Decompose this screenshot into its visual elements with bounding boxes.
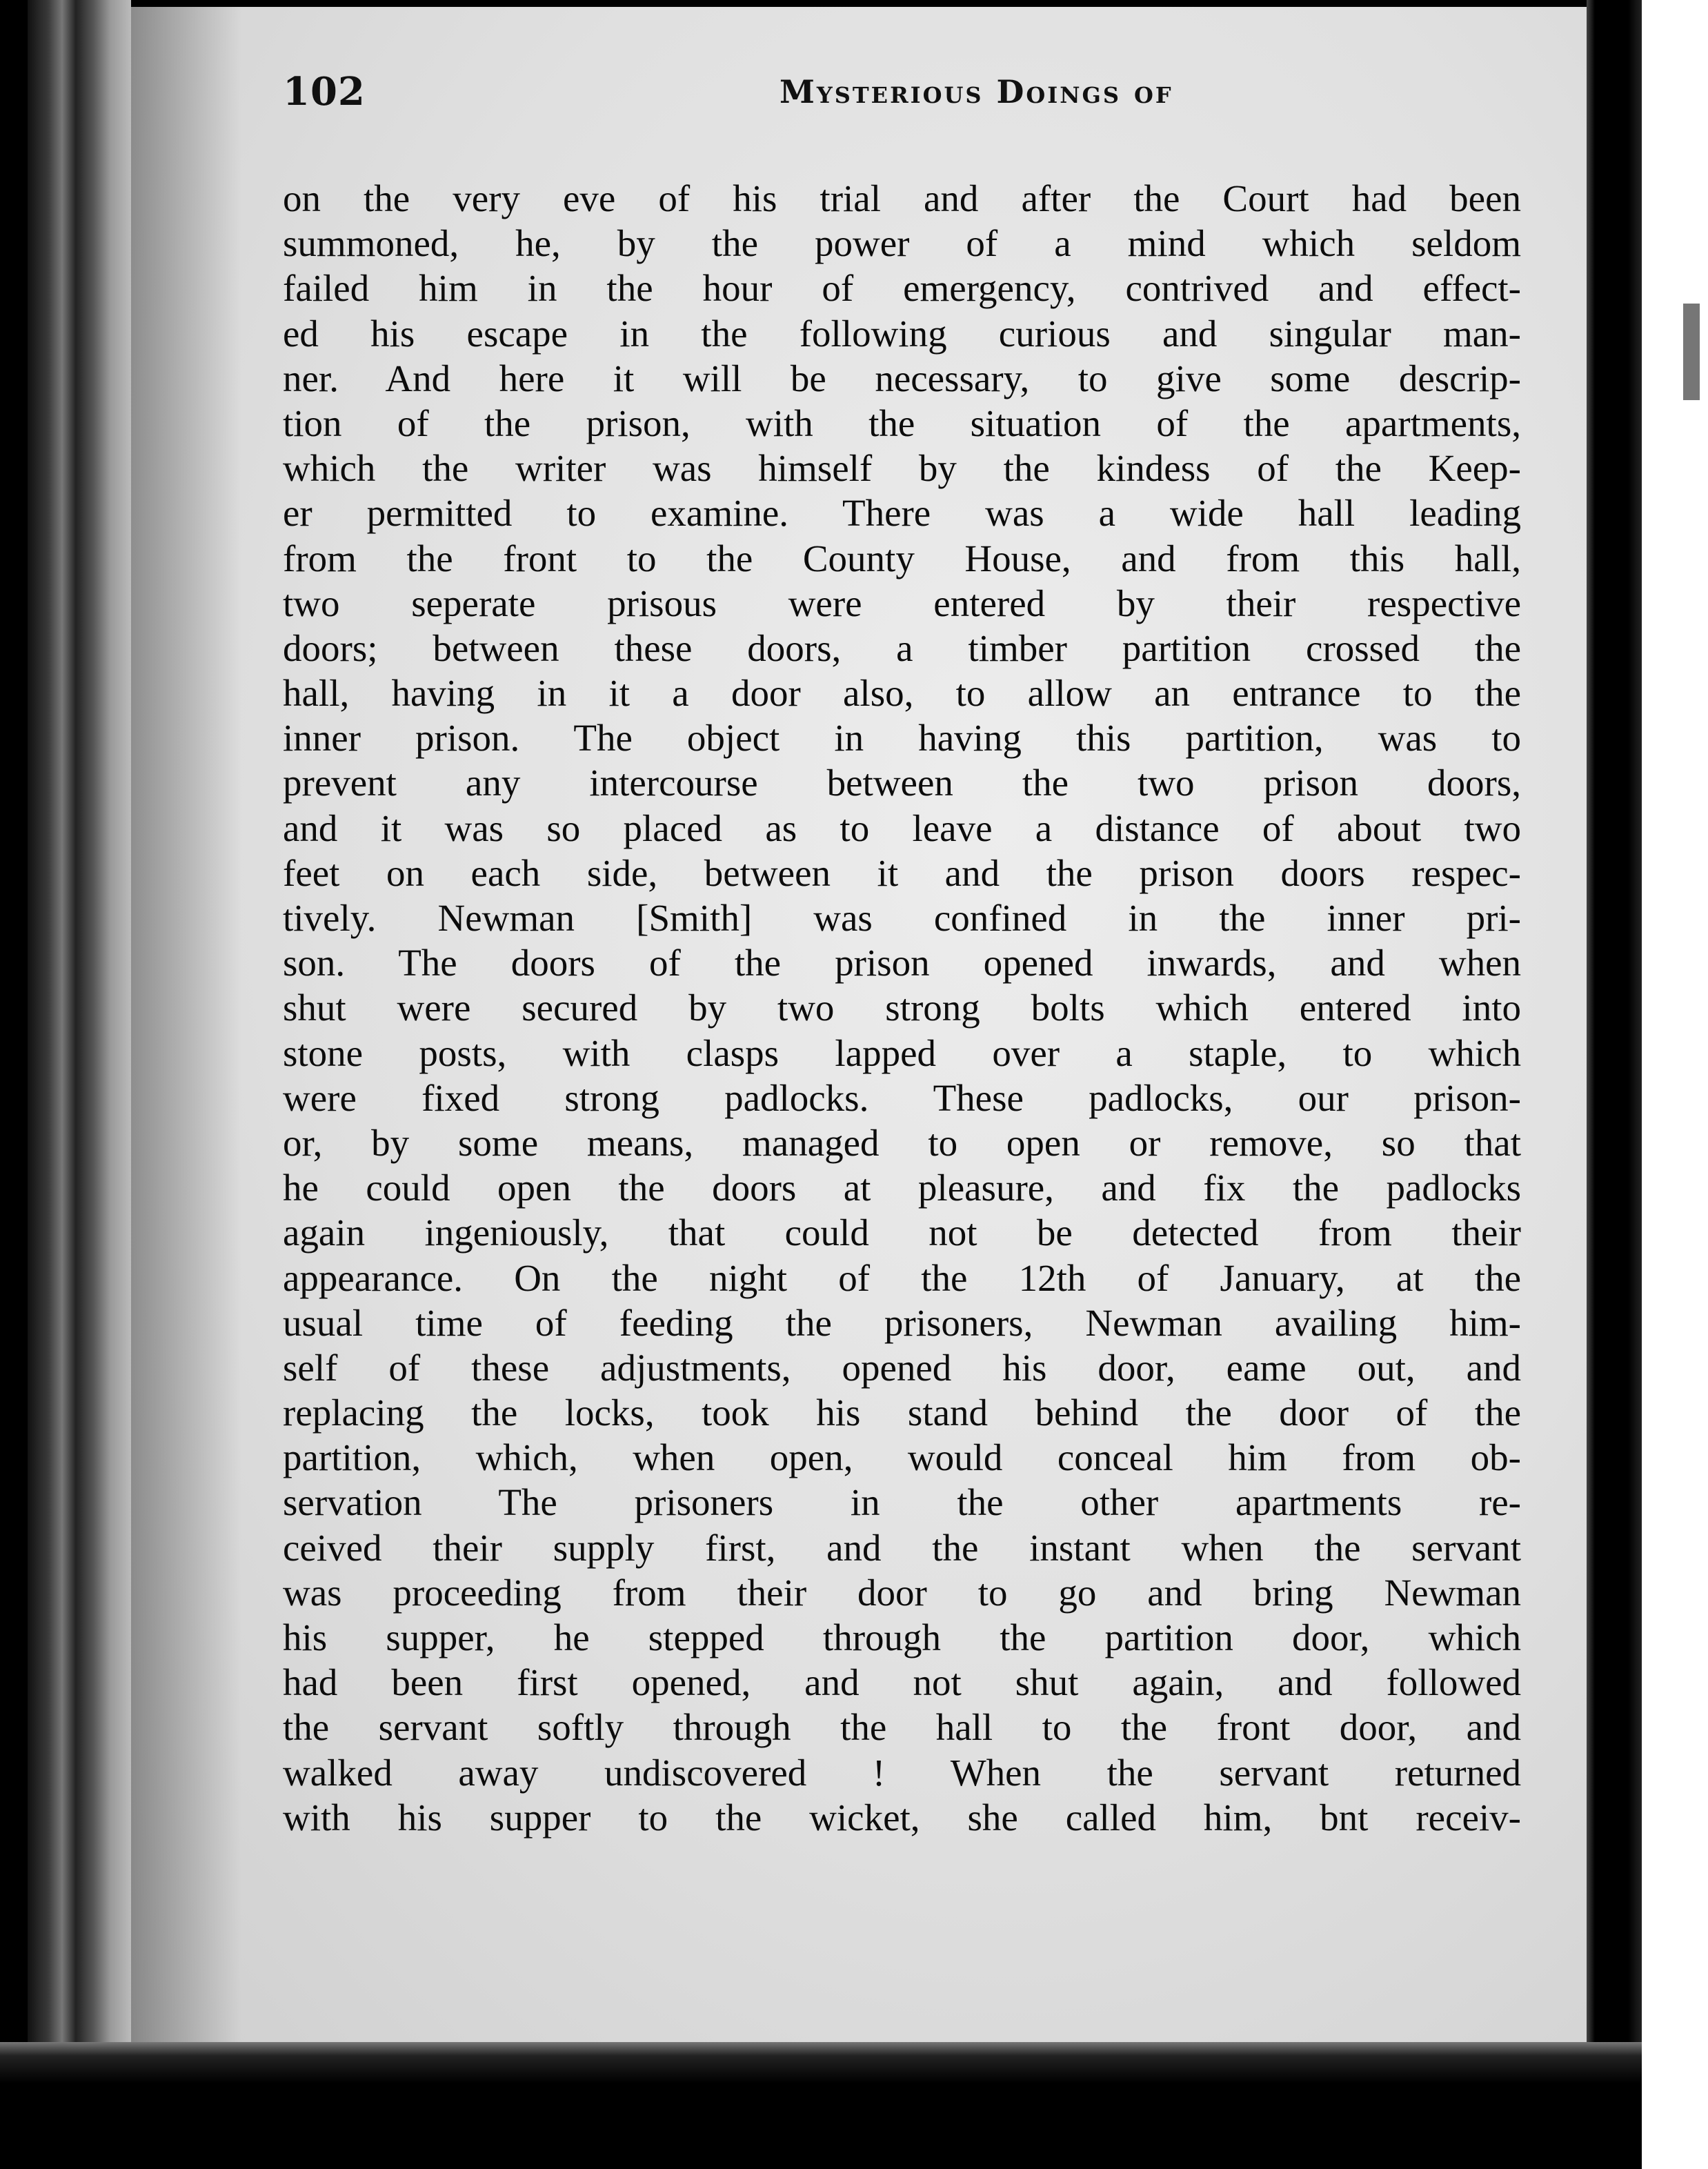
frame-border-left — [0, 0, 28, 2169]
body-text — [283, 176, 1521, 1840]
text-line: appearance. On the night of the 12th of January, at the — [283, 1256, 1521, 1299]
text-line: walked away undiscovered ! When the servant returned — [283, 1751, 1521, 1794]
text-line: from the front to the County House, and from this hall, — [283, 537, 1521, 580]
text-line: failed him in the hour of emergency, contrived and effect- — [283, 267, 1521, 310]
text-line: summoned, he, by the power of a mind which seldom — [283, 222, 1521, 265]
text-line: again ingeniously, that could not be detected from their — [283, 1211, 1521, 1254]
text-line: with his supper to the wicket, she called him, bnt receiv- — [283, 1796, 1521, 1839]
text-line: tively. Newman [Smith] was confined in the inner pri- — [283, 897, 1521, 939]
text-line: had been first opened, and not shut again, and followed — [283, 1661, 1521, 1704]
text-line: shut were secured by two strong bolts which entered into — [283, 987, 1521, 1029]
text-line: were fixed strong padlocks. These padlocks, our prison- — [283, 1076, 1521, 1119]
text-line: stone posts, with clasps lapped over a staple, to which — [283, 1031, 1521, 1074]
text-line: ed his escape in the following curious and singular man- — [283, 312, 1521, 355]
margin-mark — [1683, 304, 1700, 400]
binding-edge — [1587, 0, 1642, 2042]
gutter-shadow — [131, 7, 241, 2042]
text-line: prevent any intercourse between the two prison doors, — [283, 762, 1521, 804]
text-line: servation The prisoners in the other apartments re- — [283, 1481, 1521, 1524]
book-page-edges — [28, 0, 131, 2169]
frame-border-bottom — [0, 2042, 1642, 2169]
text-line: his supper, he stepped through the partition door, which — [283, 1616, 1521, 1658]
text-line: and it was so placed as to leave a distance of about two — [283, 806, 1521, 849]
text-line: or, by some means, managed to open or remove, so that — [283, 1121, 1521, 1164]
text-line: two seperate prisous were entered by their respective — [283, 582, 1521, 624]
text-line: on the very eve of his trial and after the Court had been — [283, 177, 1521, 219]
text-line: doors; between these doors, a timber partition crossed the — [283, 626, 1521, 669]
text-line: inner prison. The object in having this partition, was to — [283, 717, 1521, 760]
text-line: self of these adjustments, opened his door, eame out, and — [283, 1346, 1521, 1389]
text-line: er permitted to examine. There was a wide hall leading — [283, 492, 1521, 535]
running-head: Mysterious Doings of — [779, 73, 1173, 110]
text-line: replacing the locks, took his stand behind the door of the — [283, 1391, 1521, 1434]
text-line: feet on each side, between it and the prison doors respec- — [283, 851, 1521, 894]
text-line: was proceeding from their door to go and bring Newman — [283, 1571, 1521, 1614]
text-line: hall, having in it a door also, to allow an entrance to the — [283, 672, 1521, 715]
text-line: ner. And here it will be necessary, to give some descrip- — [283, 357, 1521, 399]
text-line: usual time of feeding the prisoners, Newman availing him- — [283, 1301, 1521, 1344]
text-line: tion of the prison, with the situation of the apartments, — [283, 402, 1521, 444]
text-line: ceived their supply first, and the instant when the servant — [283, 1526, 1521, 1569]
page-header — [283, 69, 1331, 138]
text-line: son. The doors of the prison opened inwards, and when — [283, 942, 1521, 984]
text-line: he could open the doors at pleasure, and fix the padlocks — [283, 1167, 1521, 1209]
text-line: partition, which, when open, would conceal him from ob- — [283, 1436, 1521, 1479]
text-line: the servant softly through the hall to the front door, and — [283, 1706, 1521, 1749]
frame-border-top — [0, 0, 1708, 7]
text-line: which the writer was himself by the kindess of the Keep- — [283, 447, 1521, 490]
page-number: 102 — [283, 69, 366, 115]
